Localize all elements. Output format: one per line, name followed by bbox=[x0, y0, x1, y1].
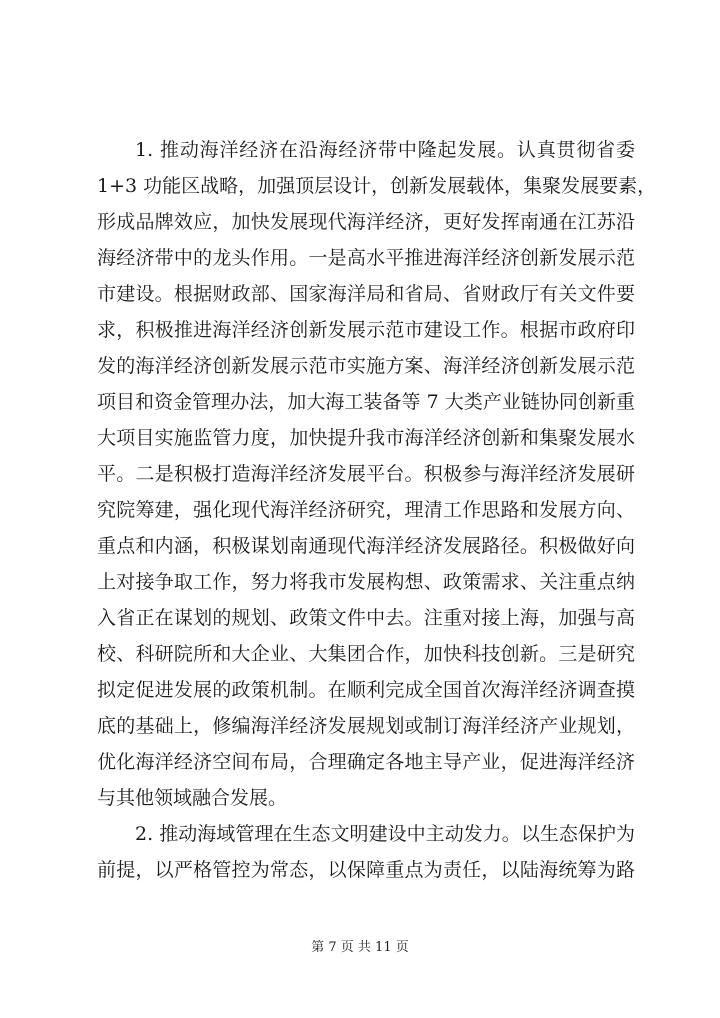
paragraph-1-line: 拟定促进发展的政策机制。在顺利完成全国首次海洋经济调查摸 bbox=[97, 679, 635, 701]
body-text bbox=[97, 136, 657, 892]
paragraph-1-line: 上对接争取工作，努力将我市发展构想、政策需求、关注重点纳 bbox=[97, 571, 635, 593]
paragraph-1-line: 平。二是积极打造海洋经济发展平台。积极参与海洋经济发展研 bbox=[97, 463, 635, 485]
paragraph-1-line: 优化海洋经济空间布局，合理确定各地主导产业，促进海洋经济 bbox=[97, 751, 635, 773]
paragraph-1-line: 校、科研院所和大企业、大集团合作，加快科技创新。三是研究 bbox=[97, 643, 635, 665]
paragraph-1-line: 与其他领域融合发展。 bbox=[97, 787, 288, 809]
paragraph-1-line: 形成品牌效应，加快发展现代海洋经济，更好发挥南通在江苏沿 bbox=[97, 211, 635, 233]
paragraph-1-line: 1+3 功能区战略，加强顶层设计，创新发展载体，集聚发展要素， bbox=[97, 175, 657, 197]
paragraph-1-line: 海经济带中的龙头作用。一是高水平推进海洋经济创新发展示范 bbox=[97, 247, 635, 269]
paragraph-2-line: 2. 推动海域管理在生态文明建设中主动发力。以生态保护为 bbox=[135, 823, 635, 845]
page-number-footer: 第 7 页 共 11 页 bbox=[311, 940, 409, 955]
paragraph-1-line: 市建设。根据财政部、国家海洋局和省局、省财政厅有关文件要 bbox=[97, 283, 635, 305]
paragraph-1-line: 发的海洋经济创新发展示范市实施方案、海洋经济创新发展示范 bbox=[97, 355, 635, 377]
paragraph-1-line: 求，积极推进海洋经济创新发展示范市建设工作。根据市政府印 bbox=[97, 319, 635, 341]
paragraph-1-line: 入省正在谋划的规划、政策文件中去。注重对接上海，加强与高 bbox=[97, 607, 635, 629]
paragraph-1-line: 究院筹建，强化现代海洋经济研究，理清工作思路和发展方向、 bbox=[97, 499, 635, 521]
paragraph-1-line: 项目和资金管理办法，加大海工装备等 7 大类产业链协同创新重 bbox=[97, 391, 635, 413]
paragraph-1-line: 底的基础上，修编海洋经济发展规划或制订海洋经济产业规划， bbox=[97, 715, 635, 737]
paragraph-2-line: 前提，以严格管控为常态，以保障重点为责任，以陆海统筹为路 bbox=[97, 859, 635, 881]
paragraph-1-line: 大项目实施监管力度，加快提升我市海洋经济创新和集聚发展水 bbox=[97, 427, 635, 449]
paragraph-1-line: 重点和内涵，积极谋划南通现代海洋经济发展路径。积极做好向 bbox=[97, 535, 635, 557]
paragraph-1-line: 1. 推动海洋经济在沿海经济带中隆起发展。认真贯彻省委 bbox=[135, 139, 635, 161]
